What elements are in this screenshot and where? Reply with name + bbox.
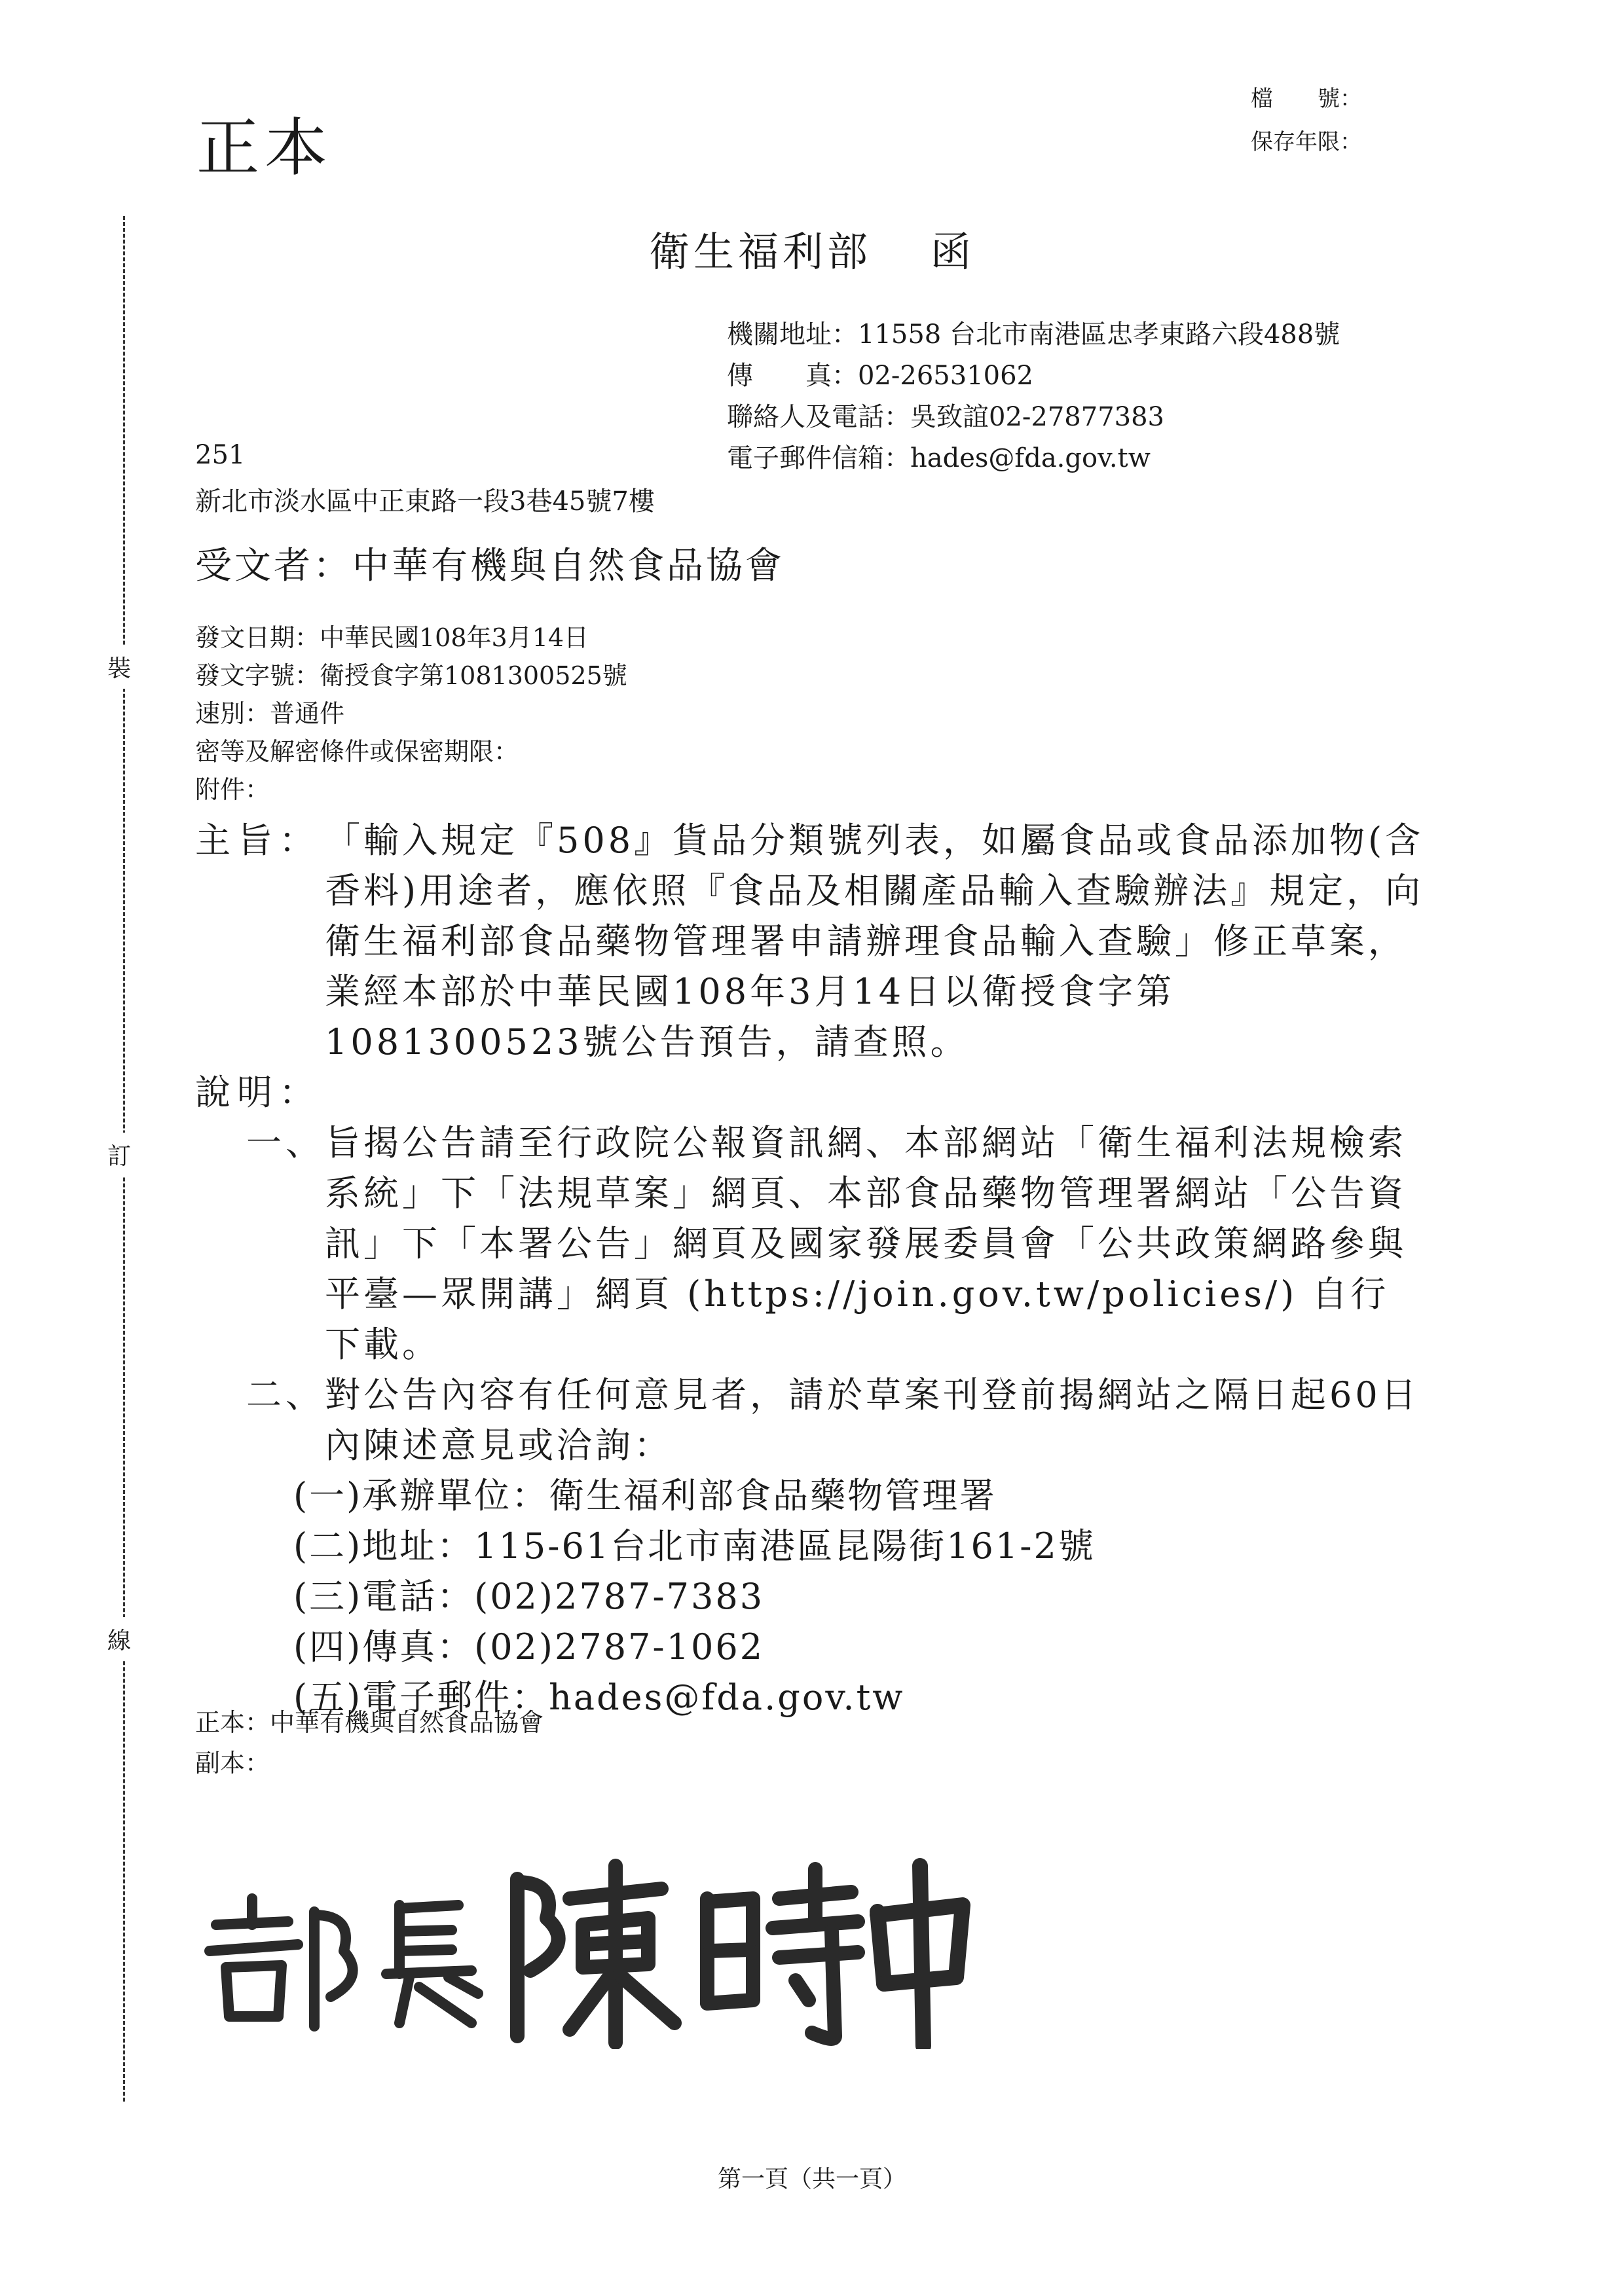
page-number: 第一頁（共一頁） [717,2166,906,2193]
document-body [195,815,1426,1722]
distribution [195,1702,544,1783]
retention-label: 保存年限： [1251,129,1362,155]
agency-address: 機關地址：11558 台北市南港區忠孝東路六段488號 [727,319,1340,350]
copy-recipient: 副本： [195,1749,270,1777]
item-text: 對公告內容有任何意見者，請於草案刊登前揭網站之隔日起60日內陳述意見或洽詢： [325,1374,1420,1466]
binding-mark-line: 線 [107,1617,131,1661]
explanation-label: 說明： [195,1072,321,1113]
binding-mark-staple: 訂 [107,1133,131,1176]
attachment: 附件： [195,775,270,804]
security-level: 密等及解密條件或保密期限： [195,737,519,766]
recipient-address: 新北市淡水區中正東路一段3巷45號7樓 [195,486,655,517]
contact-subitems [195,1470,1426,1722]
document-type: 函 [931,228,976,276]
subject-text: 「輸入規定『508』貨品分類號列表，如屬食品或食品添加物(含香料)用途者，應依照『食品及相關產品輸入查驗辦法』規定，向衛生福利部食品藥物管理署申請辦理食品輸入查驗」修正草案，業經本部於中華民國108年3月14日以衛授食字第1081300523號公告預告，請查照。 [325,820,1424,1063]
minister-signature [190,1853,976,2052]
subject-label: 主旨： [195,820,321,861]
explanation-item [195,1370,1426,1470]
document-meta [195,619,627,809]
recipient-postcode: 251 [195,440,246,470]
delivery-speed: 速別：普通件 [195,699,345,728]
contact-phone: (三)電話：(02)2787-7383 [293,1576,765,1617]
item-text: 旨揭公告請至行政院公報資訊網、本部網站「衛生福利法規檢索系統」下「法規草案」網頁、本部食品藥物管理署網站「公告資訊」下「本署公告」網頁及國家發展委員會「公共政策網路參與平臺—眾開講」網頁 (https://join.gov.tw/policies/) 自行下載。 [325,1122,1407,1365]
agency-contact: 聯絡人及電話：吳致誼02-27877383 [727,402,1165,432]
item-number: 一、 [246,1122,325,1163]
issue-date: 發文日期：中華民國108年3月14日 [195,623,589,652]
document-title [0,219,1624,278]
copy-type-stamp: 正本 [196,111,333,185]
agency-fax: 傳 真：02-26531062 [727,361,1034,391]
contact-fax: (四)傳真：(02)2787-1062 [293,1626,765,1667]
subject-paragraph [195,815,1426,1067]
file-info [1251,77,1362,164]
handling-unit: (一)承辦單位：衛生福利部食品藥物管理署 [293,1475,997,1516]
contact-address: (二)地址：115-61台北市南港區昆陽街161-2號 [293,1525,1096,1567]
signature-image [190,1853,976,2049]
contact-email: (五)電子郵件：hades@fda.gov.tw [293,1677,905,1718]
issuing-agency: 衛生福利部 [648,228,872,276]
file-number-label: 檔 號： [1251,86,1362,112]
recipient: 受文者：中華有機與自然食品協會 [195,545,784,587]
explanation-item [195,1118,1426,1370]
agency-info [727,314,1340,479]
binding-mark-bind: 裝 [107,645,131,689]
issue-number: 發文字號：衛授食字第1081300525號 [195,661,627,690]
agency-email: 電子郵件信箱：hades@fda.gov.tw [727,443,1151,473]
item-number: 二、 [246,1374,325,1415]
original-recipient: 正本：中華有機與自然食品協會 [195,1708,544,1737]
